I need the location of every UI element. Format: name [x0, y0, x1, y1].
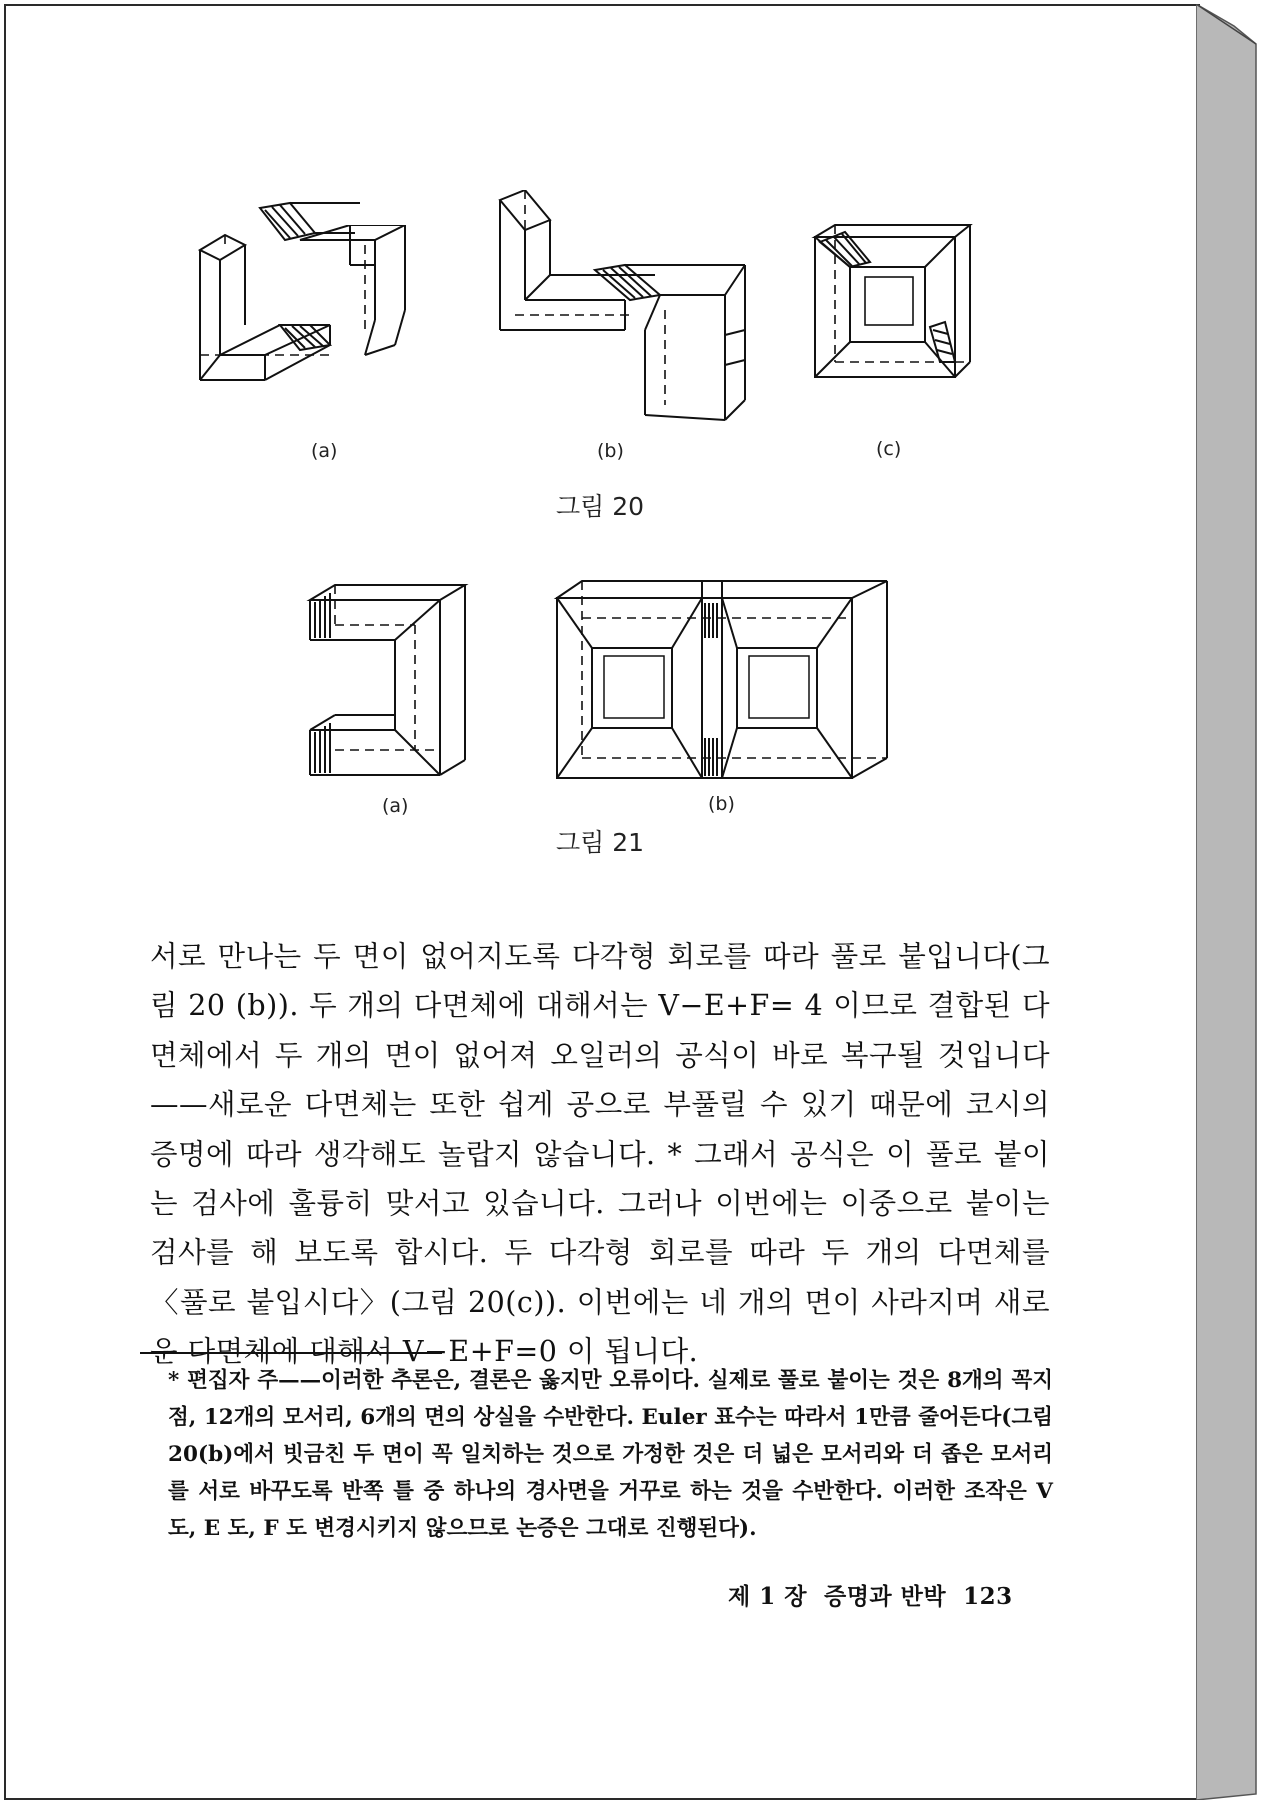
- figure-20-caption: 그림 20: [556, 492, 645, 521]
- figure-21-caption: 그림 21: [556, 828, 645, 857]
- figure-20-panel-b-label: (b): [597, 440, 624, 462]
- figure-21a-drawing: [305, 580, 475, 780]
- figure-21b-drawing: [552, 578, 892, 788]
- figure-21-panel-a-label: (a): [382, 795, 409, 817]
- figure-21-panel-b-label: (b): [708, 793, 735, 815]
- footnote-rule: [140, 1352, 442, 1354]
- figure-20b-drawing: [495, 190, 760, 430]
- footnote-text: * 편집자 주——이러한 추론은, 결론은 옳지만 오류이다. 실제로 풀로 붙이는 것은 8개의 꼭지점, 12개의 모서리, 6개의 면의 상실을 수반한다. Euler 표수는 따라서 1만큼 줄어든다(그림 20(b)에서 빗금친 두 면이 꼭 일치하는 것으로 가정한 것은 더 넓은 모서리와 더 좁은 모서리를 서로 바꾸도록 반쪽 틀 중 하나의 경사면을 거꾸로 하는 것을 수반한다. 이러한 조작은 V 도, E 도, F 도 변경시키지 않으므로 논증은 그대로 진행된다).: [168, 1368, 1053, 1541]
- footnote: [168, 1362, 1053, 1547]
- page-number: 123: [963, 1583, 1013, 1610]
- chapter-title: 증명과 반박: [823, 1583, 947, 1610]
- figure-20-panel-c-label: (c): [876, 438, 902, 460]
- running-foot: [728, 1578, 1013, 1611]
- figure-20c-drawing: [810, 222, 990, 382]
- page-edge-shadow: [1196, 4, 1262, 1800]
- chapter-number: 제 1 장: [728, 1583, 807, 1610]
- body-text: [150, 932, 1050, 1377]
- body-paragraph: 서로 만나는 두 면이 없어지도록 다각형 회로를 따라 풀로 붙입니다(그림 20 (b)). 두 개의 다면체에 대해서는 V−E+F= 4 이므로 결합된 다면체에서 두 개의 면이 없어져 오일러의 공식이 바로 복구될 것입니다——새로운 다면체는 또한 쉽게 공으로 부풀릴 수 있기 때문에 코시의 증명에 따라 생각해도 놀랍지 않습니다. * 그래서 공식은 이 풀로 붙이는 검사에 훌륭히 맞서고 있습니다. 그러나 이번에는 이중으로 붙이는 검사를 해 보도록 합시다. 두 다각형 회로를 따라 두 개의 다면체를 〈풀로 붙입시다〉(그림 20(c)). 이번에는 네 개의 면이 사라지며 새로운 다면체에 대해서 V−E+F=0 이 됩니다.: [150, 940, 1050, 1369]
- figure-20-panel-a-label: (a): [311, 440, 338, 462]
- figure-20a-hatched-piece: [250, 198, 430, 338]
